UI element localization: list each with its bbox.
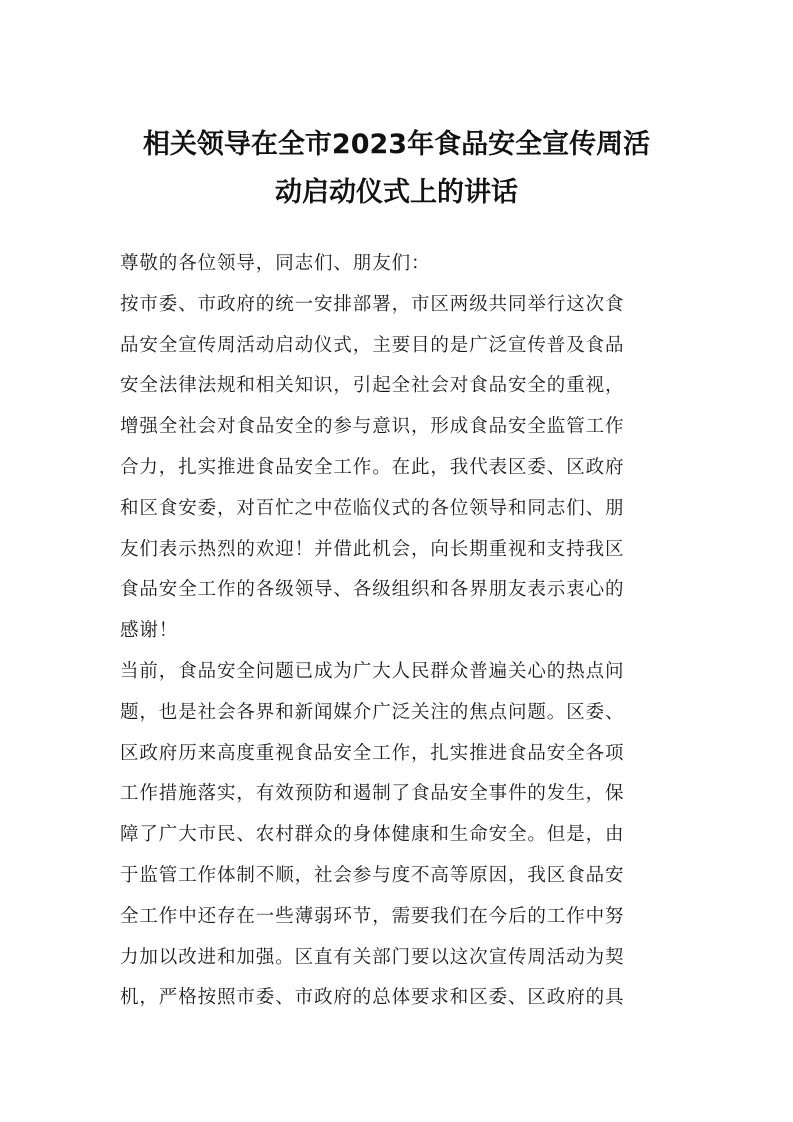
text-line: 工作措施落实，有效预防和遏制了食品安全事件的发生，保: [120, 783, 625, 805]
text-line: 感谢！: [120, 620, 179, 642]
text-line: 于监管工作体制不顺，社会参与度不高等原因，我区食品安: [120, 864, 625, 886]
text-line: 增强全社会对食品安全的参与意识，形成食品安全监管工作: [120, 416, 625, 438]
text-line: 友们表示热烈的欢迎！并借此机会，向长期重视和支持我区: [120, 538, 625, 560]
document-title-line-2: 动启动仪式上的讲话: [275, 177, 518, 208]
text-line: 合力，扎实推进食品安全工作。在此，我代表区委、区政府: [120, 456, 625, 478]
text-line: 品安全宣传周活动启动仪式，主要目的是广泛宣传普及食品: [120, 334, 625, 356]
text-line: 安全法律法规和相关知识，引起全社会对食品安全的重视，: [120, 375, 625, 397]
text-line: 区政府历来高度重视食品安全工作，扎实推进食品安全各项: [120, 742, 625, 764]
text-line: 题，也是社会各界和新闻媒介广泛关注的焦点问题。区委、: [120, 701, 625, 723]
text-line: 食品安全工作的各级领导、各级组织和各界朋友表示衷心的: [120, 579, 625, 601]
document-title-line-1: 相关领导在全市2023年食品安全宣传周活: [142, 129, 651, 160]
text-line: 机，严格按照市委、市政府的总体要求和区委、区政府的具: [120, 987, 625, 1009]
text-line: 按市委、市政府的统一安排部署，市区两级共同举行这次食: [120, 293, 625, 315]
text-line: 全工作中还存在一些薄弱环节，需要我们在今后的工作中努: [120, 905, 625, 927]
text-line: 尊敬的各位领导，同志们、朋友们：: [120, 253, 431, 274]
text-line: 障了广大市民、农村群众的身体健康和生命安全。但是，由: [120, 824, 625, 846]
text-line: 力加以改进和加强。区直有关部门要以这次宣传周活动为契: [120, 946, 625, 968]
document-body: [120, 244, 676, 1019]
text-line: 当前，食品安全问题已成为广大人民群众普遍关心的热点问: [120, 660, 625, 682]
text-line: 和区食安委，对百忙之中莅临仪式的各位领导和同志们、朋: [120, 497, 625, 519]
